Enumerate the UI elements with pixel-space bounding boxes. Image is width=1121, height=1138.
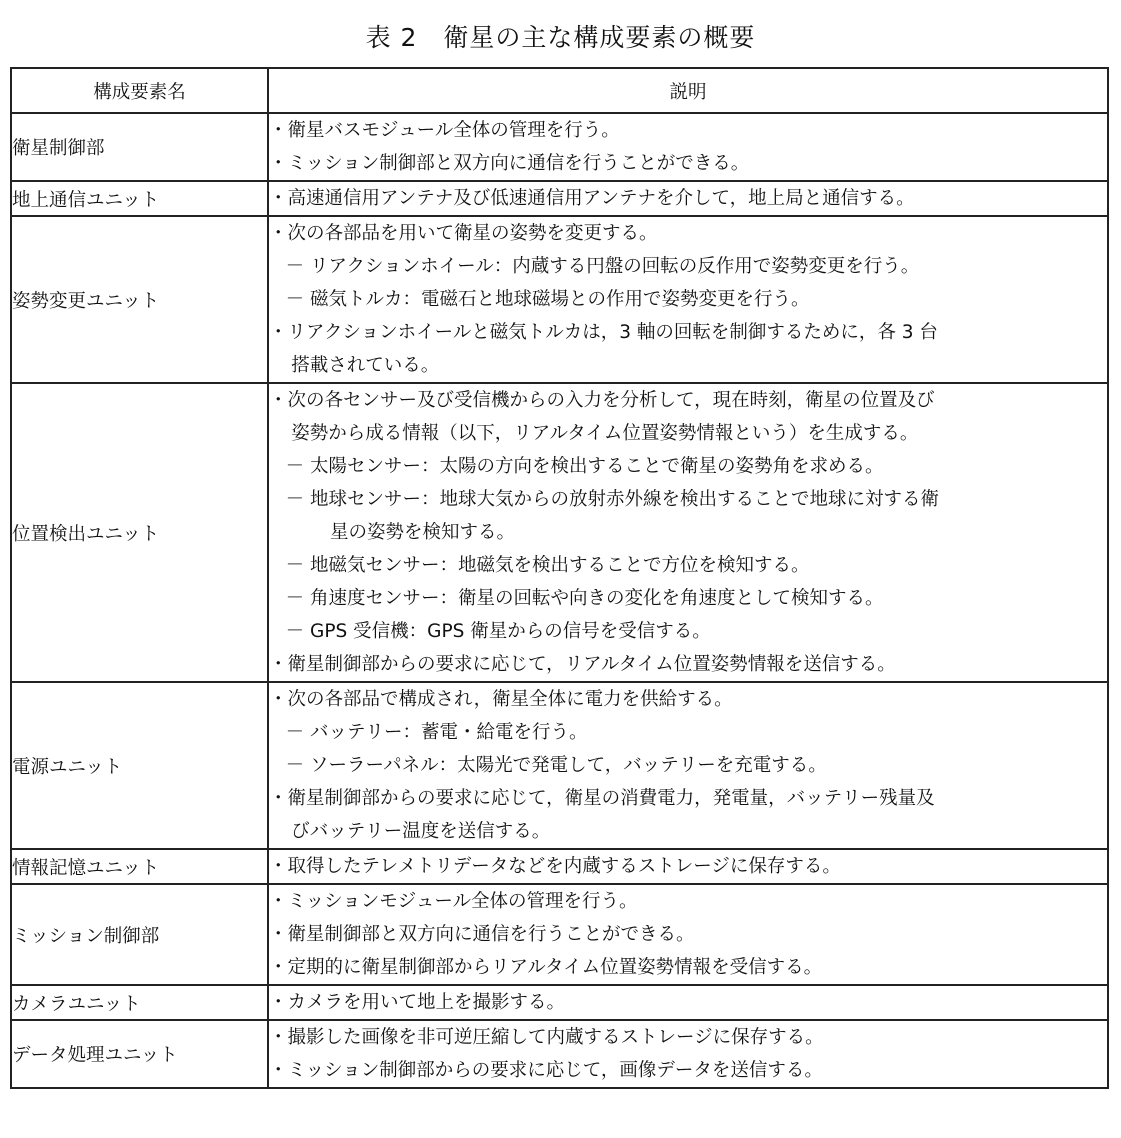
table-row <box>11 682 1108 849</box>
bullet-line: ・ミッション制御部と双方向に通信を行うことができる。 <box>269 153 750 174</box>
bullet-line: ・リアクションホイールと磁気トルカは，3 軸の回転を制御するために，各 3 台 <box>269 322 938 343</box>
sub-bullet-line: － 地磁気センサー：地磁気を検出することで方位を検知する。 <box>285 555 810 576</box>
bullet-line: ・次の各部品を用いて衛星の姿勢を変更する。 <box>269 223 658 244</box>
component-name-cell: データ処理ユニット <box>11 1020 268 1088</box>
description-cell <box>268 216 1108 383</box>
table-row <box>11 884 1108 985</box>
description-cell <box>268 849 1108 884</box>
continuation-line: 星の姿勢を検知する。 <box>330 522 516 543</box>
bullet-line: ・衛星制御部からの要求に応じて，衛星の消費電力，発電量，バッテリー残量及 <box>269 788 935 809</box>
component-name-cell: ミッション制御部 <box>11 884 268 985</box>
table-header-row <box>11 68 1108 113</box>
continuation-line: 搭載されている。 <box>291 355 440 376</box>
component-name-cell: 位置検出ユニット <box>11 383 268 682</box>
sub-bullet-line: － 磁気トルカ：電磁石と地球磁場との作用で姿勢変更を行う。 <box>285 289 810 310</box>
bullet-line: ・ミッション制御部からの要求に応じて，画像データを送信する。 <box>269 1060 823 1081</box>
sub-bullet-line: － 角速度センサー：衛星の回転や向きの変化を角速度として検知する。 <box>285 588 884 609</box>
description-cell <box>268 181 1108 216</box>
header-description: 説明 <box>268 68 1108 113</box>
table-row <box>11 849 1108 884</box>
description-cell <box>268 383 1108 682</box>
description-cell <box>268 1020 1108 1088</box>
bullet-line: ・カメラを用いて地上を撮影する。 <box>269 992 566 1013</box>
sub-bullet-line: － リアクションホイール：内蔵する円盤の回転の反作用で姿勢変更を行う。 <box>285 256 920 277</box>
component-table <box>10 67 1109 1089</box>
description-cell <box>268 113 1108 181</box>
bullet-line: ・次の各センサー及び受信機からの入力を分析して，現在時刻，衛星の位置及び <box>269 390 935 411</box>
continuation-line: 姿勢から成る情報（以下，リアルタイム位置姿勢情報という）を生成する。 <box>291 423 919 444</box>
description-cell <box>268 884 1108 985</box>
component-name-cell: 地上通信ユニット <box>11 181 268 216</box>
table-row <box>11 181 1108 216</box>
component-name-cell: 衛星制御部 <box>11 113 268 181</box>
component-name-cell: 情報記憶ユニット <box>11 849 268 884</box>
table-body <box>11 113 1108 1088</box>
bullet-line: ・衛星制御部からの要求に応じて，リアルタイム位置姿勢情報を送信する。 <box>269 654 896 675</box>
description-cell <box>268 682 1108 849</box>
bullet-line: ・撮影した画像を非可逆圧縮して内蔵するストレージに保存する。 <box>269 1027 824 1048</box>
bullet-line: ・衛星バスモジュール全体の管理を行う。 <box>269 120 620 141</box>
table-row <box>11 383 1108 682</box>
bullet-line: ・ミッションモジュール全体の管理を行う。 <box>269 891 638 912</box>
bullet-line: ・次の各部品で構成され，衛星全体に電力を供給する。 <box>269 689 733 710</box>
sub-bullet-line: － 太陽センサー：太陽の方向を検出することで衛星の姿勢角を求める。 <box>285 456 884 477</box>
table-row <box>11 985 1108 1020</box>
table-row <box>11 216 1108 383</box>
component-name-cell: カメラユニット <box>11 985 268 1020</box>
bullet-line: ・定期的に衛星制御部からリアルタイム位置姿勢情報を受信する。 <box>269 957 823 978</box>
table-caption: 表 2 衛星の主な構成要素の概要 <box>365 23 756 52</box>
description-cell <box>268 985 1108 1020</box>
bullet-line: ・衛星制御部と双方向に通信を行うことができる。 <box>269 924 695 945</box>
sub-bullet-line: － GPS 受信機：GPS 衛星からの信号を受信する。 <box>285 621 711 642</box>
sub-bullet-line: － ソーラーパネル：太陽光で発電して，バッテリーを充電する。 <box>285 755 827 776</box>
table-row <box>11 113 1108 181</box>
sub-bullet-line: － バッテリー：蓄電・給電を行う。 <box>285 722 588 743</box>
component-name-cell: 電源ユニット <box>11 682 268 849</box>
table-row <box>11 1020 1108 1088</box>
continuation-line: びバッテリー温度を送信する。 <box>291 821 551 842</box>
component-name-cell: 姿勢変更ユニット <box>11 216 268 383</box>
header-component-name: 構成要素名 <box>11 68 268 113</box>
bullet-line: ・取得したテレメトリデータなどを内蔵するストレージに保存する。 <box>269 856 841 877</box>
sub-bullet-line: － 地球センサー：地球大気からの放射赤外線を検出することで地球に対する衛 <box>285 489 940 510</box>
bullet-line: ・高速通信用アンテナ及び低速通信用アンテナを介して，地上局と通信する。 <box>269 188 915 209</box>
